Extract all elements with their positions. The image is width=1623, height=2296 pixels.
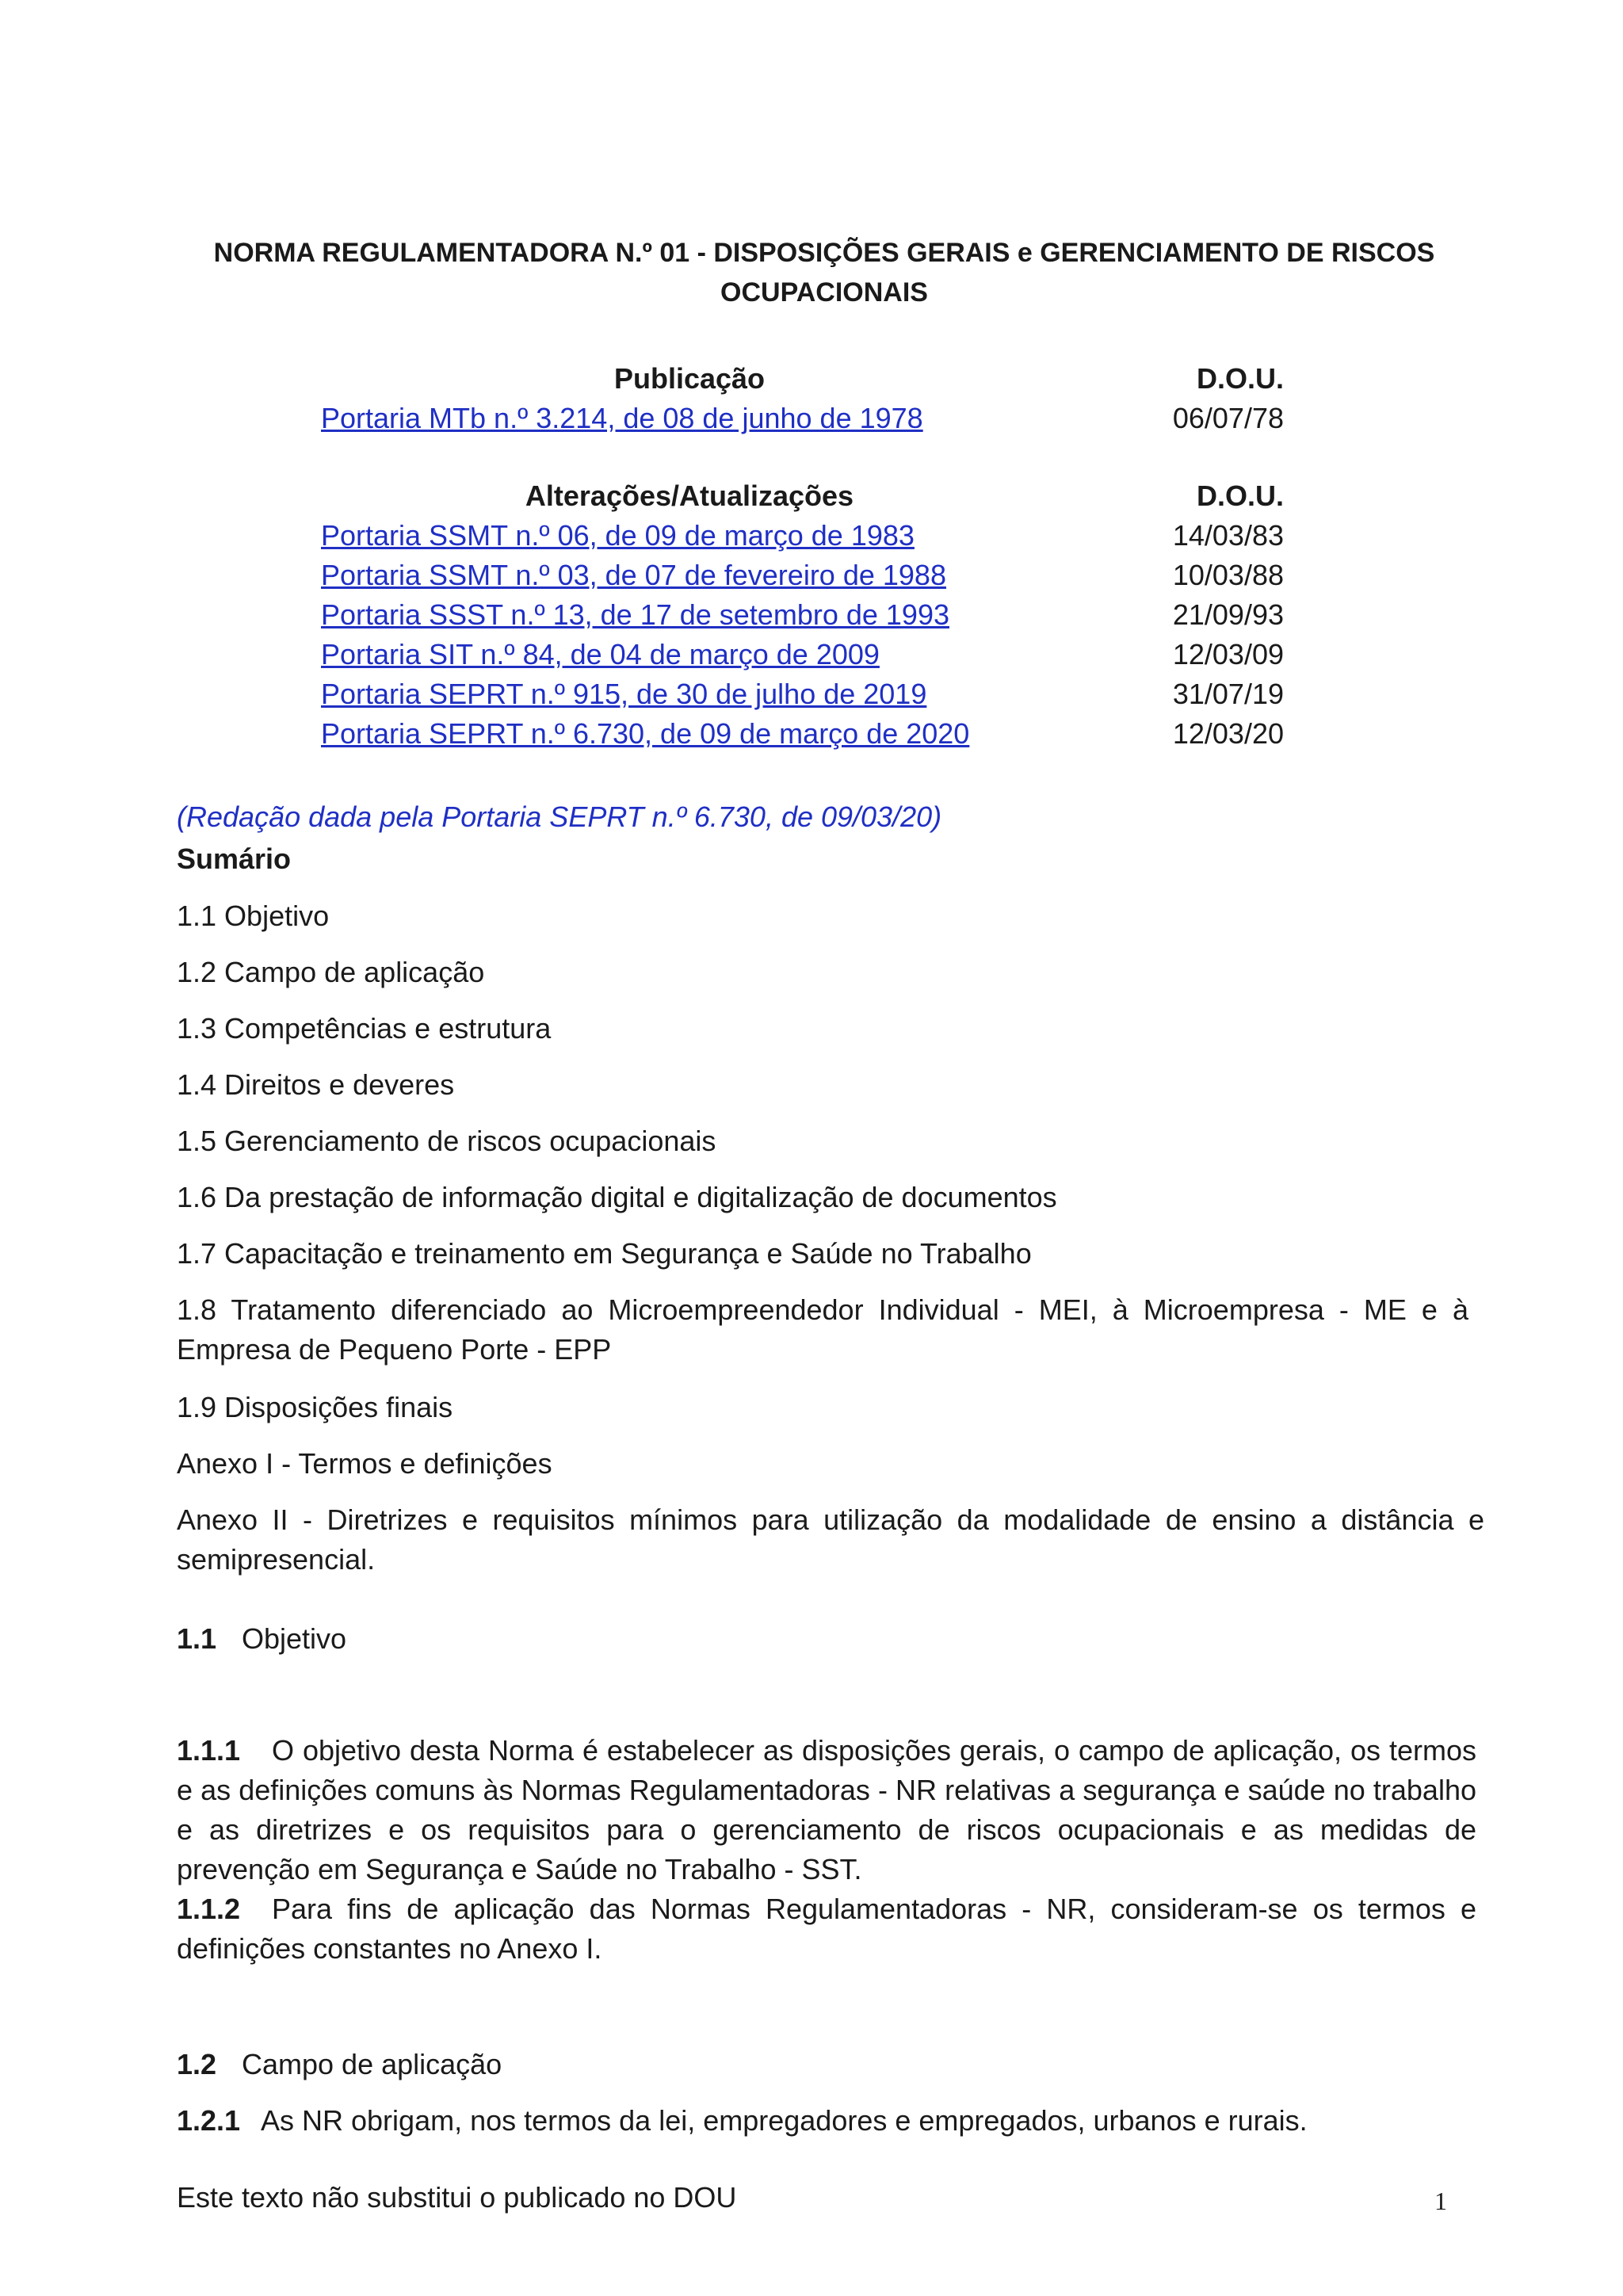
publicacao-link[interactable]: Portaria MTb n.º 3.214, de 08 de junho de 1978 [321,402,923,434]
publicacao-dou-header: D.O.U. [1196,362,1284,395]
alteracao-link[interactable]: Portaria SSMT n.º 06, de 09 de março de 1983 [321,519,915,552]
paragraph-number: 1.2.1 [177,2104,241,2137]
alteracao-link[interactable]: Portaria SEPRT n.º 915, de 30 de julho de 2019 [321,678,927,710]
paragraph-number: 1.1.1 [177,1734,241,1767]
alteracao-link[interactable]: Portaria SIT n.º 84, de 04 de março de 2009 [321,638,880,670]
toc-item: 1.1 Objetivo [177,900,330,932]
alteracao-date: 14/03/83 [1172,519,1284,552]
paragraph-text: Para fins de aplicação das Normas Regulamentadoras - NR, consideram-se os termos e definições constantes no Anexo I. [177,1893,1476,1965]
toc-item: 1.6 Da prestação de informação digital e digitalização de documentos [177,1181,1057,1213]
sumario-header: Sumário [177,842,292,875]
alteracoes-header: Alterações/Atualizações [525,479,854,512]
alteracao-date: 10/03/88 [1172,559,1284,591]
publicacao-date: 06/07/78 [1172,402,1284,434]
alteracao-date: 12/03/20 [1172,717,1284,750]
section-number: 1.1 [177,1622,217,1655]
paragraph-1-2-1 [177,2101,1476,2141]
section-1-2-heading [177,2045,1476,2084]
toc-item: 1.5 Gerenciamento de riscos ocupacionais [177,1125,716,1157]
alteracoes-dou-header: D.O.U. [1196,479,1284,512]
alteracao-date: 12/03/09 [1172,638,1284,670]
redacao-note: (Redação dada pela Portaria SEPRT n.º 6.730, de 09/03/20) [177,800,942,833]
paragraph-number: 1.1.2 [177,1893,241,1925]
section-title: Objetivo [242,1622,347,1655]
toc-item: 1.2 Campo de aplicação [177,956,485,988]
section-1-1-heading [177,1619,1476,1659]
document-title [174,233,1474,312]
title-line-2: OCUPACIONAIS [720,277,928,308]
alteracao-date: 21/09/93 [1172,598,1284,631]
toc-item: Anexo I - Termos e definições [177,1447,552,1480]
section-number: 1.2 [177,2048,217,2080]
toc-item: 1.8 Tratamento diferenciado ao Microempreendedor Individual - MEI, à Microempresa - ME e à Empresa de Pequeno Porte - EPP [177,1293,1468,1366]
paragraph-1-1-2 [177,1889,1476,1969]
alteracao-link[interactable]: Portaria SSMT n.º 03, de 07 de fevereiro de 1988 [321,559,946,591]
toc-item: 1.9 Disposições finais [177,1391,453,1423]
toc-item: 1.4 Direitos e deveres [177,1068,455,1101]
paragraph-text: O objetivo desta Norma é estabelecer as disposições gerais, o campo de aplicação, os termos e as definições comuns às Normas Regulamentadoras - NR relativas a segurança e saúde no trabalho e as diretrizes e os requisitos para o gerenciamento de riscos ocupacionais e as medidas de prevenção em Segurança e Saúde no Trabalho - SST. [177,1734,1476,1885]
toc-item: Anexo II - Diretrizes e requisitos mínimos para utilização da modalidade de ensino a distância e semipresencial. [177,1503,1484,1576]
page-number: 1 [1434,2187,1447,2215]
paragraph-1-1-1 [177,1731,1476,1889]
publicacao-header: Publicação [613,362,766,395]
title-line-1: NORMA REGULAMENTADORA N.º 01 - DISPOSIÇÕES GERAIS e GERENCIAMENTO DE RISCOS [213,238,1435,268]
paragraph-text: As NR obrigam, nos termos da lei, empregadores e empregados, urbanos e rurais. [261,2104,1308,2137]
section-title: Campo de aplicação [242,2048,502,2080]
toc-item: 1.7 Capacitação e treinamento em Segurança e Saúde no Trabalho [177,1237,1032,1270]
alteracao-date: 31/07/19 [1172,678,1284,710]
footer-disclaimer: Este texto não substitui o publicado no DOU [177,2181,737,2214]
toc-item: 1.3 Competências e estrutura [177,1012,552,1045]
alteracao-link[interactable]: Portaria SSST n.º 13, de 17 de setembro de 1993 [321,598,949,631]
alteracao-link[interactable]: Portaria SEPRT n.º 6.730, de 09 de março de 2020 [321,717,970,750]
